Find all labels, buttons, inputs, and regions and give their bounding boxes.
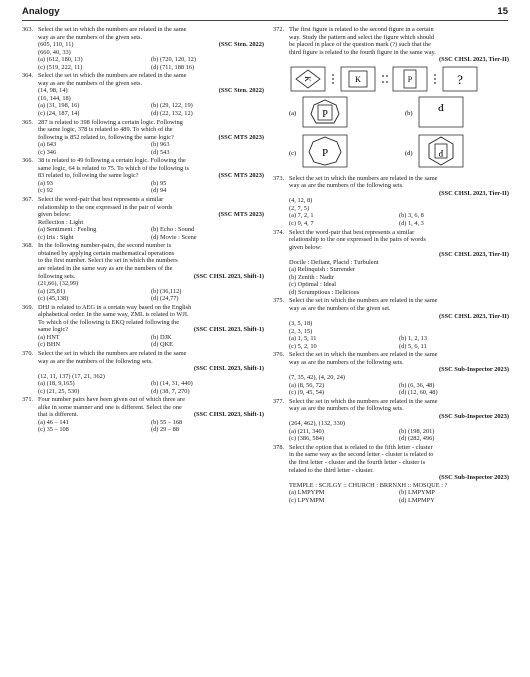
question-364 [22, 72, 264, 117]
option-d[interactable]: (d) (24,77) [151, 295, 179, 303]
answer-figures-svg [289, 95, 513, 171]
option-d-label: (d) [405, 149, 413, 157]
option-d[interactable]: (d) 29 – 88 [151, 426, 180, 434]
question-number: 374. [273, 228, 285, 236]
question-text: relationship to the one expressed in the pairs of words [289, 236, 426, 244]
given-source-row [38, 41, 264, 49]
exam-source: (SSC Sten. 2022) [218, 41, 264, 49]
exam-source: (SSC MTS 2023) [218, 133, 264, 141]
given-data: (7, 35, 42), (4, 20, 24) [289, 373, 346, 381]
given-data: (660, 40, 33) [38, 48, 71, 56]
option-d[interactable]: (d) 94 [151, 187, 167, 195]
given-source-row [38, 134, 264, 142]
question-text: Four number pairs have been given out of which three are [38, 396, 185, 404]
options-grid [289, 335, 509, 350]
given-data: that is different. [38, 411, 79, 419]
question-text: Select the set in which the numbers are related in the same [289, 397, 438, 405]
problem-figure-svg [289, 66, 509, 92]
figure-3 [393, 67, 427, 91]
option-a[interactable]: (a) (25,81) [38, 287, 66, 295]
option-c[interactable]: (c) LPYMPM [289, 496, 325, 504]
option-c[interactable]: (c) BHN [38, 341, 61, 349]
option-a[interactable]: (a) 1, 5, 11 [289, 335, 317, 343]
option-a[interactable]: (a) (8, 56, 72) [289, 381, 325, 389]
given-source-row [38, 273, 264, 281]
question-text: Select the set in which the numbers are related in the same [38, 72, 187, 80]
question-text: way as are the numbers of the given sets. [38, 79, 143, 87]
option-b[interactable]: (b) (14, 31, 440) [151, 380, 193, 388]
option-b[interactable]: (b) (198, 201) [399, 427, 435, 435]
option-b-label: (b) [405, 109, 413, 117]
option-a[interactable]: (a) Sentiment : Feeling [38, 226, 97, 234]
given-data: (2, 3, 15) [289, 327, 313, 335]
figure-3-letter: P [407, 74, 413, 84]
option-d[interactable]: (d) (12, 60, 48) [399, 389, 438, 397]
given-source-row [38, 411, 264, 419]
given-data: 83 related to, following the same logic? [38, 172, 139, 180]
question-367 [22, 196, 264, 241]
question-text: Select the word-pair that best represents a similar [38, 196, 164, 204]
question-378 [273, 444, 509, 504]
option-a[interactable]: (a) 93 [38, 179, 53, 187]
exam-source: (SSC CHSL 2023, Shift-1) [193, 326, 264, 334]
given-data: (16, 144, 18) [38, 94, 71, 102]
options-grid [38, 180, 264, 195]
option-c[interactable]: (c) (21, 25, 530) [38, 387, 80, 395]
option-c[interactable]: (c) (9, 45, 54) [289, 389, 325, 397]
option-c[interactable]: (c) 92 [38, 187, 53, 195]
options-grid [38, 226, 264, 241]
question-text: way as are the numbers of the following sets. [38, 357, 153, 365]
question-number: 373. [273, 174, 285, 182]
question-number: 363. [22, 26, 34, 33]
option-b[interactable]: (b) 3, 6, 8 [399, 212, 424, 220]
option-a[interactable]: (a) 7, 2, 1 [289, 212, 314, 220]
question-number: 376. [273, 351, 285, 359]
right-questions [273, 175, 509, 505]
option-b[interactable]: (b) (29, 122, 19) [151, 102, 193, 110]
arrow-dots-2 [434, 74, 436, 84]
given-data: (12, 11, 137) (17, 21, 362) [38, 372, 105, 380]
option-c-glyph: P [321, 146, 329, 159]
given-data: (3, 5, 18) [289, 320, 313, 328]
option-a[interactable]: (a) LMPYPM [289, 489, 325, 497]
question-369 [22, 304, 264, 349]
given-data: following is 852 related to, following the same logic? [38, 133, 174, 141]
question-377 [273, 398, 509, 443]
header-rule [22, 20, 508, 21]
figure-2 [341, 67, 375, 91]
left-column [22, 26, 264, 435]
given-data: Docile : Defiant, Placid : Turbulent [289, 258, 379, 266]
answer-figures [289, 95, 509, 171]
option-c-figure[interactable] [303, 135, 347, 167]
option-a[interactable]: (a) (612, 180, 13) [38, 56, 83, 64]
question-number: 365. [22, 118, 34, 126]
question-text: way as are the numbers of the given set. [289, 305, 391, 313]
exam-source: (SSC CHSL 2023, Tier-II) [438, 251, 509, 259]
question-number: 377. [273, 397, 285, 405]
exam-source: (SSC CHSL 2023, Shift-1) [193, 272, 264, 280]
option-a-glyph: P [322, 108, 328, 120]
options-grid [38, 419, 264, 434]
question-text: third figure is related to the fourth figure in the same way. [289, 48, 436, 56]
question-375 [273, 297, 509, 350]
exam-source: (SSC Sub-Inspector 2023) [438, 474, 509, 482]
option-d[interactable]: (d) (282, 496) [399, 435, 435, 443]
option-b[interactable]: (b) 963 [151, 141, 170, 149]
question-text: To which of the following is EKQ related following the [38, 318, 180, 326]
question-text: Select the set in which the numbers are related in the same [289, 174, 438, 182]
question-number: 364. [22, 72, 34, 80]
given-data: (264, 462), (132, 330) [289, 420, 346, 428]
options-grid [38, 288, 264, 303]
given-data: TEMPLE : SCJLGY :: CHURCH : BRRNXH :: MOSQUE : ? [289, 481, 448, 489]
given-data: (21,66), (32,99) [38, 280, 79, 288]
option-a[interactable]: (a) 46 – 141 [38, 418, 69, 426]
option-d[interactable]: (d) LMPMPY [399, 496, 435, 504]
question-text: way as are the numbers of the following sets. [289, 405, 404, 413]
question-376 [273, 351, 509, 396]
option-c-label: (c) [289, 149, 297, 157]
option-d[interactable]: (d) QKE [151, 341, 174, 349]
option-a[interactable]: (a) HNT [38, 333, 60, 341]
question-373 [273, 175, 509, 228]
question-text: be placed in place of the question mark (?) such that the [289, 41, 431, 49]
option-d[interactable]: (d) 1, 4, 3 [399, 220, 424, 228]
option-a[interactable]: (a) (211, 340) [289, 427, 324, 435]
question-text: the first letter - cluster and the fourth letter - cluster is [289, 458, 426, 466]
option-a[interactable]: (a) (18, 9,165) [38, 380, 75, 388]
question-number: 371. [22, 396, 34, 404]
question-number: 368. [22, 242, 34, 250]
question-365 [22, 119, 264, 157]
question-text: way as are the numbers of the following sets. [289, 182, 404, 190]
option-c[interactable]: (c) 5, 2, 10 [289, 342, 317, 350]
given-source-row [38, 87, 264, 95]
question-text: way. Study the pattern and select the figure which should [289, 33, 435, 41]
question-text: related to the third letter - cluster. [289, 466, 374, 474]
question-text: way as are the numbers of the following sets. [289, 358, 404, 366]
options-grid [38, 141, 264, 156]
exam-source: (SSC Sten. 2022) [218, 87, 264, 95]
question-text: relationship to the one expressed in the pair of words [38, 203, 173, 211]
given-data: Reflection : Light [38, 218, 84, 226]
option-d[interactable]: (d) (22, 132, 12) [151, 110, 193, 118]
question-368 [22, 242, 264, 302]
option-b-figure[interactable] [419, 97, 463, 127]
question-text: way as are the numbers of the given sets. [38, 33, 143, 41]
option-a[interactable]: (a) Relinquish : Surrender [289, 266, 356, 274]
given-source-row [38, 365, 264, 373]
option-b[interactable]: (b) (720, 120, 12) [151, 56, 196, 64]
question-number: 372. [273, 26, 285, 33]
options-grid [289, 428, 509, 443]
option-d-figure[interactable] [419, 135, 463, 167]
question-number: 378. [273, 443, 285, 451]
right-column [273, 26, 509, 505]
question-text: DHJ is related to AEG in a certain way based on the English [38, 303, 192, 311]
option-b[interactable]: (b) Zenith : Nadir [289, 273, 334, 281]
option-a[interactable]: (a) 643 [38, 141, 57, 149]
question-text: to the first number. Select the set in which the numbers [38, 257, 178, 265]
option-c[interactable]: (c) 9, 4, 7 [289, 220, 314, 228]
question-371 [22, 396, 264, 434]
question-text: Select the option that is related to the fifth letter - cluster [289, 443, 433, 451]
question-text: alphabetical order. In the same way, ZML is related to WJI. [38, 311, 189, 319]
option-b[interactable]: (b) Echo : Sound [151, 226, 195, 234]
question-text: 38 is related to 49 following a certain logic. Following the [38, 157, 186, 165]
given-data: (14, 98, 14) [38, 87, 68, 95]
options-grid [289, 212, 509, 227]
question-text: Select the set in which the numbers are related in the same [289, 297, 438, 305]
option-c[interactable]: (c) 346 [38, 148, 57, 156]
double-colon [382, 75, 388, 83]
question-text: Select the word-pair that best represents a similar [289, 228, 415, 236]
question-text: same logic, 64 is related to 75. To which of the following is [38, 164, 189, 172]
figure-4-question-mark: ? [457, 71, 463, 87]
options-grid [38, 334, 264, 349]
option-b[interactable]: (b) 1, 2, 13 [399, 335, 428, 343]
given-data: (605, 110, 11) [38, 41, 74, 49]
question-366 [22, 157, 264, 195]
exam-source: (SSC CHSL 2023, Shift-1) [193, 411, 264, 419]
question-text: Select the set in which the numbers are related in the same [289, 351, 438, 359]
options-grid [38, 102, 264, 117]
option-c[interactable]: (c) (24, 187, 14) [38, 110, 80, 118]
exam-source: (SSC Sub-Inspector 2023) [438, 412, 509, 420]
option-b[interactable]: (b) 95 [151, 179, 167, 187]
question-text: Select the set in which the numbers are related in the same [38, 349, 187, 357]
option-b[interactable]: (b) DJK [151, 333, 172, 341]
option-c[interactable]: (c) (45,138) [38, 295, 69, 303]
option-d[interactable]: (d) (711, 188 16) [151, 63, 195, 71]
exam-source: (SSC MTS 2023) [218, 172, 264, 180]
option-d[interactable]: (d) Movie : Scene [151, 233, 197, 241]
option-a[interactable]: (a) (31, 198, 16) [38, 102, 80, 110]
exam-source: (SSC Sub-Inspector 2023) [438, 366, 509, 374]
question-374 [273, 229, 509, 297]
option-c[interactable]: (c) (519, 222, 11) [38, 63, 83, 71]
option-c[interactable]: (c) Iris : Sight [38, 233, 74, 241]
option-c[interactable]: (c) 35 – 108 [38, 426, 69, 434]
chapter-title: Analogy [22, 6, 60, 17]
option-a-figure[interactable] [303, 97, 347, 127]
question-363 [22, 26, 264, 71]
given-source-row [38, 326, 264, 334]
option-d[interactable]: (d) (38, 7, 270) [151, 387, 190, 395]
page-number: 15 [497, 6, 508, 17]
question-text: in the same way as the second letter - cluster is related to [289, 451, 434, 459]
options-grid [289, 489, 509, 504]
exam-source: (SSC CHSL 2023, Tier-II) [438, 189, 509, 197]
given-data: (4, 12, 8) [289, 197, 313, 205]
option-d[interactable]: (d) Scrumptious : Delicious [289, 288, 360, 296]
question-text: obtained by applying certain mathematical operations [38, 249, 175, 257]
figure-4 [443, 67, 477, 91]
option-b-glyph: P [437, 100, 445, 113]
option-c[interactable]: (c) Optimal : Ideal [289, 281, 337, 289]
given-data: (2, 7, 5) [289, 204, 310, 212]
question-370 [22, 350, 264, 395]
exam-source: (SSC MTS 2023) [218, 211, 264, 219]
figure-1 [291, 67, 325, 91]
question-number: 369. [22, 303, 34, 311]
option-b[interactable]: (b) 55 – 168 [151, 418, 183, 426]
question-number: 367. [22, 196, 34, 204]
options-grid [38, 56, 264, 71]
exam-source: (SSC CHSL 2023, Tier-II) [438, 312, 509, 320]
question-number: 375. [273, 297, 285, 305]
figure-2-letter: K [355, 74, 361, 84]
options-grid [289, 266, 509, 296]
option-d-glyph: P [438, 147, 444, 158]
given-source-row [38, 172, 264, 180]
question-text: alike in some manner and one is different. Select the one [38, 403, 182, 411]
option-b[interactable]: (b) (6, 36, 48) [399, 381, 435, 389]
options-grid [289, 382, 509, 397]
question-text: 287 is related to 398 following a certain logic. Following [38, 118, 183, 126]
options-grid [38, 380, 264, 395]
exam-source: (SSC CHSL 2023, Tier-II) [438, 56, 509, 64]
question-text: given below: [289, 243, 322, 251]
question-text: In the following number-pairs, the second number is [38, 242, 172, 250]
question-number: 370. [22, 349, 34, 357]
question-text: The first figure is related to the second figure in a certain [289, 26, 434, 33]
option-c[interactable]: (c) (386, 584) [289, 435, 325, 443]
given-data: same logic? [38, 326, 69, 334]
option-b[interactable]: (b) (36,112) [151, 287, 182, 295]
exam-source: (SSC CHSL 2023, Shift-1) [193, 365, 264, 373]
arrow-dots-1 [332, 74, 334, 84]
question-text: the same logic, 378 is related to 489. To which of the [38, 126, 173, 134]
option-b[interactable]: (b) LMPYMP [399, 489, 435, 497]
option-a-label: (a) [289, 109, 297, 117]
question-text: are related in the same way as are the numbers of the [38, 264, 173, 272]
given-data: following sets. [38, 272, 76, 280]
question-number: 366. [22, 157, 34, 165]
option-d[interactable]: (d) 5, 6, 11 [399, 342, 427, 350]
question-text: Select the set in which the numbers are related in the same [38, 26, 187, 33]
given-data: given below: [38, 211, 71, 219]
question-372 [273, 26, 509, 171]
problem-figure [289, 66, 509, 92]
given-source-row [38, 211, 264, 219]
option-d[interactable]: (d) 543 [151, 148, 170, 156]
figure-1-letter: K [303, 75, 312, 82]
